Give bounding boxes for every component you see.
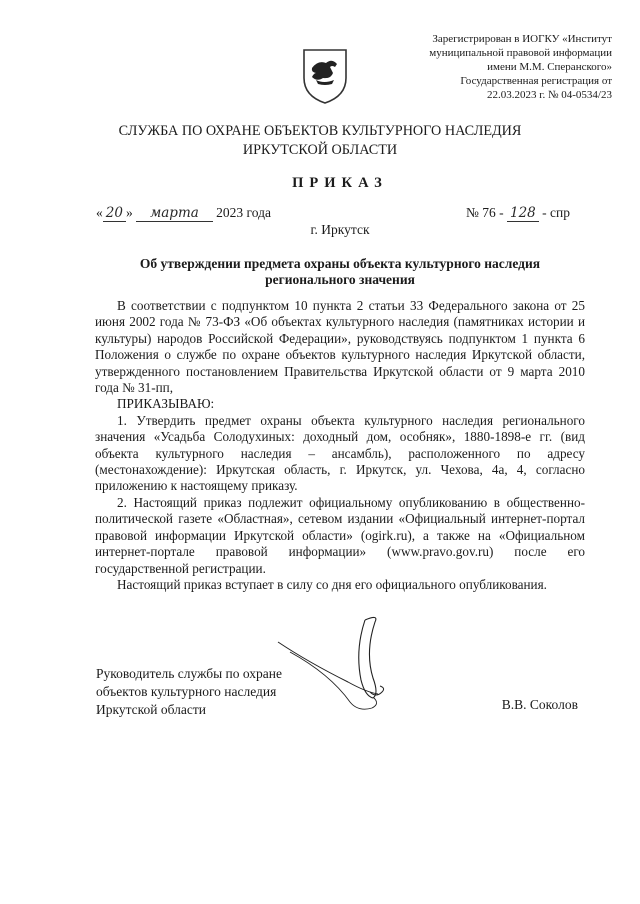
registration-line: 22.03.2023 г. № 04-0534/23	[487, 89, 612, 101]
coat-of-arms-icon	[300, 46, 350, 106]
registration-stamp	[382, 32, 612, 102]
signatory-position-line: объектов культурного наследия	[96, 684, 277, 699]
agency-name	[0, 122, 640, 160]
date-close-quote: »	[125, 205, 133, 220]
document-subject	[95, 256, 585, 288]
agency-line: ИРКУТСКОЙ ОБЛАСТИ	[242, 142, 398, 158]
date-year: 2023 года	[216, 205, 271, 220]
registration-line: Зарегистрирован в ИОГКУ «Институт	[432, 33, 612, 45]
document-body	[95, 298, 585, 593]
order-word: ПРИКАЗЫВАЮ:	[117, 396, 215, 412]
registration-line: Государственная регистрация от	[460, 75, 612, 87]
date-open-quote: «	[96, 205, 103, 220]
signatory-position	[96, 665, 336, 719]
number-prefix: № 76 -	[465, 205, 504, 220]
date-month-handwritten: марта	[136, 205, 213, 222]
subject-line: Об утверждении предмета охраны объекта культурного наследия	[139, 256, 541, 271]
document-number	[466, 205, 570, 221]
agency-line: СЛУЖБА ПО ОХРАНЕ ОБЪЕКТОВ КУЛЬТУРНОГО НАСЛЕДИЯ	[118, 123, 522, 139]
number-suffix: - спр	[542, 205, 570, 220]
registration-line: муниципальной правовой информации	[429, 47, 612, 59]
order-item-1: 1. Утвердить предмет охраны объекта культурного наследия регионального значения «Усадьба Солодухиных: доходный дом, особняк», 1880-1898-е гг. (вид объекта культурного наследия – ансамбль), расположенного по адресу (местонахождение): Иркутская область, г. Иркутск, ул. Чехова, 4а, 4, согласно приложению к настоящему приказу.	[95, 412, 585, 494]
order-item-2: 2. Настоящий приказ подлежит официальному опубликованию в общественно-политической газете «Областная», сетевом издании «Официальный интернет-портал правовой информации Иркутской области» (ogirk.ru), а также на «Официальном интернет-портале правовой информации» (www.pravo.gov.ru) после его государственной регистрации.	[95, 494, 585, 576]
number-handwritten: 128	[507, 205, 539, 222]
signatory-position-line: Иркутской области	[96, 702, 207, 717]
date-day-handwritten: 20	[103, 205, 126, 222]
registration-line: имени М.М. Сперанского»	[487, 61, 612, 73]
subject-line: регионального значения	[265, 272, 415, 287]
signatory-position-line: Руководитель службы по охране	[96, 666, 283, 681]
signatory-name: В.В. Соколов	[501, 697, 578, 712]
document-type-heading: ПРИКАЗ	[292, 175, 388, 191]
document-city: г. Иркутск	[310, 222, 370, 237]
final-paragraph: Настоящий приказ вступает в силу со дня его официального опубликования.	[117, 576, 547, 592]
intro-paragraph: В соответствии с подпунктом 10 пункта 2 статьи 33 Федерального закона от 25 июня 2002 года № 73-ФЗ «Об объектах культурного наследия (памятниках истории и культуры) народов Российской Федерации», руководствуясь подпунктом 1 пункта 6 Положения о службе по охране объектов культурного наследия Иркутской области, утвержденного постановлением Правительства Иркутской области от 9 марта 2010 года № 31-пп,	[95, 298, 585, 396]
document-date	[96, 205, 271, 221]
